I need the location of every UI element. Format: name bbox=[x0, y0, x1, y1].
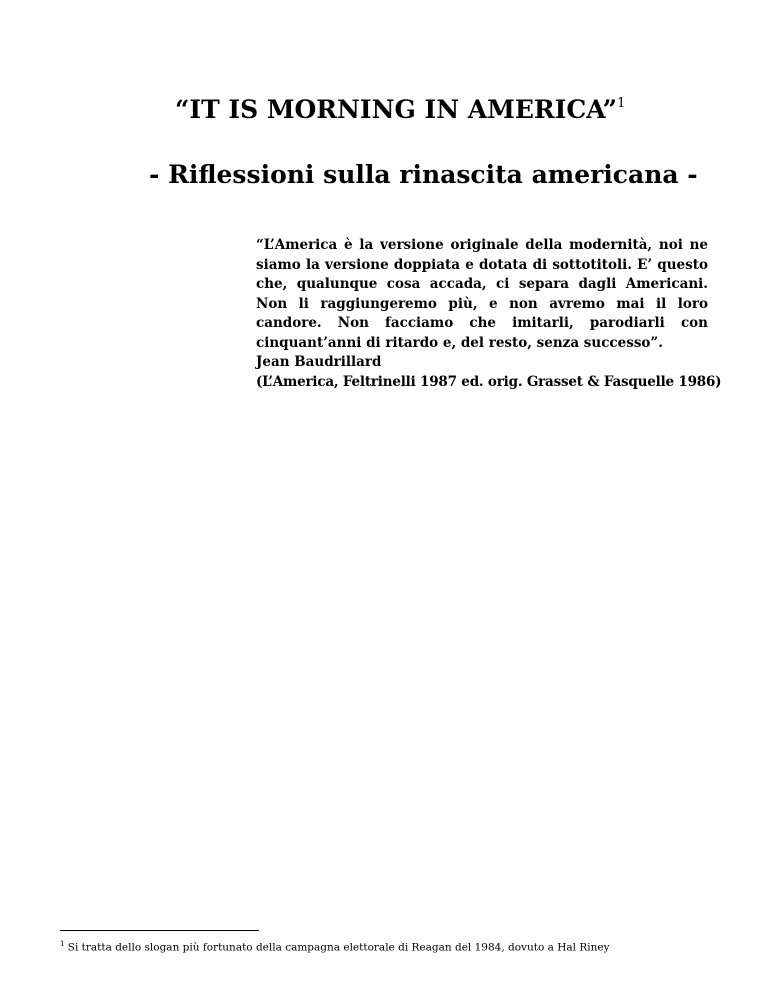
title-text: “IT IS MORNING IN AMERICA” bbox=[175, 95, 618, 124]
footnote-text: Si tratta dello slogan più fortunato della campagna elettorale di Reagan del 1984, dovuto a Hal Riney bbox=[67, 941, 610, 954]
title-footnote-mark: 1 bbox=[617, 95, 626, 111]
page-title bbox=[175, 95, 625, 124]
epigraph-text: “L’America è la versione originale della modernità, noi ne siamo la versione doppiata e dotata di sottotitoli. E’ questo che, qualunque cosa accada, ci separa dagli Americani. Non li raggiungeremo più, e non avremo mai il loro candore. Non facciamo che imitarli, parodiarli con cinquant’anni di ritardo e, del resto, senza successo”. bbox=[256, 237, 708, 351]
epigraph-author: Jean Baudrillard bbox=[256, 354, 382, 370]
footnote-separator bbox=[60, 930, 259, 931]
epigraph bbox=[256, 236, 722, 392]
footnote-mark: 1 bbox=[60, 939, 65, 948]
epigraph-source: (L’America, Feltrinelli 1987 ed. orig. Grasset & Fasquelle 1986) bbox=[256, 373, 722, 390]
footnote bbox=[60, 939, 610, 954]
page-subtitle: - Riflessioni sulla rinascita americana - bbox=[149, 160, 698, 189]
